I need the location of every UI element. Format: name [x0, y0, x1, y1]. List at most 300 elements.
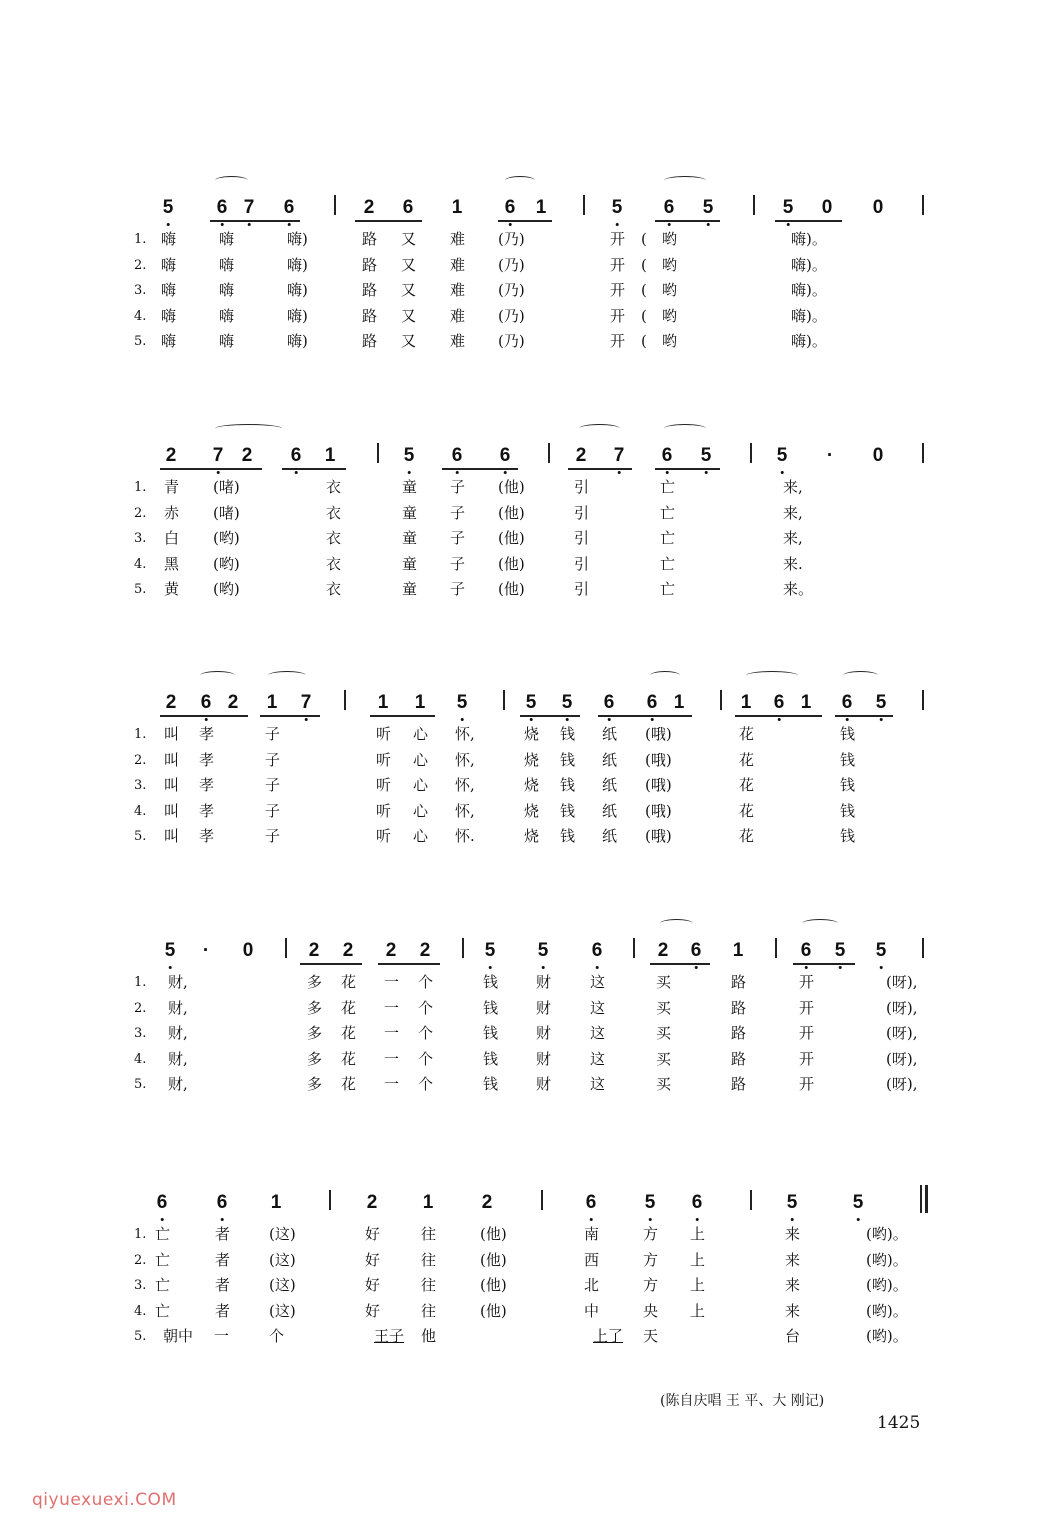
lyric-syllable: 开: [799, 1024, 815, 1042]
slur: [664, 176, 706, 185]
octave-dot: [617, 471, 620, 474]
lyric-syllable: (他): [498, 529, 525, 547]
lyric-syllable: 花: [739, 776, 755, 794]
lyric-syllable: 开: [799, 1049, 815, 1068]
lyric-syllable: 烧: [524, 827, 540, 845]
lyric-syllable: 好: [365, 1301, 381, 1320]
lyric-syllable: 嗨): [287, 281, 308, 299]
octave-dot: [706, 223, 709, 226]
lyric-syllable: (乃): [498, 306, 525, 325]
lyric-syllable: (: [641, 255, 647, 274]
lyric-syllable: 童: [402, 478, 418, 496]
note: 6: [217, 1193, 228, 1212]
lyric-syllable: 又: [401, 306, 417, 325]
note: 7: [244, 198, 255, 217]
lyric-syllable: 纸: [602, 776, 618, 794]
lyric-syllable: 亡: [155, 1250, 171, 1269]
lyric-syllable: 个: [418, 1024, 434, 1042]
lyric-syllable: 孝: [199, 776, 215, 794]
lyric-syllable: 财: [536, 1024, 552, 1042]
barline: [750, 443, 752, 463]
octave-dot: [845, 718, 848, 721]
lyric-syllable: 衣: [326, 503, 342, 522]
lyric-syllable: 上: [690, 1301, 706, 1320]
lyric-syllable: 嗨: [161, 281, 177, 299]
lyric-syllable: 方: [643, 1250, 659, 1269]
lyric-syllable: (呀),: [886, 1049, 918, 1068]
lyric-syllable: 个: [418, 1075, 434, 1093]
lyric-syllable: 多: [307, 1075, 323, 1093]
lyric-syllable: 他: [421, 1327, 437, 1345]
lyric-syllable: 亡: [660, 503, 676, 522]
lyric-syllable: 往: [421, 1225, 437, 1243]
verse-number: 1.: [134, 1227, 147, 1242]
beat-underline: [210, 220, 300, 222]
lyric-syllable: 财,: [168, 973, 188, 991]
beat-underline: [655, 468, 720, 470]
barline: [750, 1190, 752, 1210]
verse-number: 4.: [134, 1303, 147, 1319]
lyric-syllable: (哟)。: [866, 1276, 908, 1294]
note: 5: [163, 198, 174, 217]
slur: [650, 671, 680, 680]
lyric-syllable: 路: [362, 255, 378, 274]
beat-underline: [793, 963, 855, 965]
lyric-syllable: 怀,: [455, 801, 475, 820]
lyric-syllable: 来,: [783, 503, 803, 522]
beat-underline: [650, 963, 710, 965]
lyric-syllable: (乃): [498, 255, 525, 274]
note: 6: [592, 941, 603, 960]
verse-number: 3.: [134, 778, 147, 793]
octave-dot: [607, 718, 610, 721]
octave-dot: [595, 966, 598, 969]
note: 1: [732, 940, 744, 961]
lyric-syllable: 开: [610, 255, 626, 274]
octave-dot: [780, 471, 783, 474]
lyric-syllable: 好: [365, 1225, 381, 1243]
lyric-syllable: 叫: [164, 827, 180, 845]
lyric-syllable: 嗨: [219, 230, 235, 248]
lyric-syllable: 南: [584, 1225, 600, 1243]
lyric-syllable: (哟)。: [866, 1301, 908, 1320]
lyric-syllable: 子: [265, 750, 281, 769]
barline: [344, 690, 346, 710]
lyric-syllable: 财: [536, 1075, 552, 1093]
lyric-syllable: 钱: [483, 1049, 499, 1068]
note: 2: [241, 445, 253, 466]
verse-number: 5.: [134, 1077, 147, 1092]
barline: [285, 938, 287, 958]
lyric-syllable: 心: [413, 776, 429, 794]
beat-underline: [355, 220, 422, 222]
note: 0: [872, 445, 884, 466]
lyric-syllable: 子: [450, 580, 466, 598]
lyric-syllable: 钱: [840, 776, 856, 794]
octave-dot: [503, 471, 506, 474]
lyric-syllable: 亡: [155, 1301, 171, 1320]
lyric-syllable: 叫: [164, 776, 180, 794]
lyric-syllable: 听: [376, 725, 392, 743]
lyric-syllable: 孝: [199, 801, 215, 820]
note: 1: [740, 692, 752, 713]
lyric-syllable: 子: [265, 776, 281, 794]
lyric-syllable: 者: [215, 1301, 231, 1320]
lyric-syllable: 难: [450, 230, 466, 248]
lyric-syllable: 个: [418, 1049, 434, 1068]
note: 5: [457, 693, 468, 712]
octave-dot: [615, 223, 618, 226]
lyric-syllable: 哟: [662, 281, 678, 299]
lyric-syllable: (哟)。: [866, 1327, 908, 1345]
lyric-syllable: 花: [739, 827, 755, 845]
lyric-syllable: (: [641, 306, 647, 325]
lyric-syllable: 来.: [783, 554, 803, 573]
octave-dot: [166, 223, 169, 226]
verse-number: 5.: [134, 829, 147, 844]
lyric-syllable: (哟): [213, 554, 240, 573]
lyric-syllable: 买: [656, 1075, 672, 1093]
lyric-syllable: 嗨): [287, 306, 308, 325]
lyric-syllable: 个: [418, 973, 434, 991]
note: 1: [451, 197, 463, 218]
lyric-syllable: 子: [265, 725, 281, 743]
lyric-syllable: (他): [498, 478, 525, 496]
lyric-syllable: 来。: [783, 580, 814, 598]
beat-underline: [370, 715, 435, 717]
barline: [583, 195, 585, 215]
slur: [268, 671, 306, 680]
lyric-syllable: 听: [376, 801, 392, 820]
barline: [462, 938, 464, 958]
note: 6: [692, 1193, 703, 1212]
lyric-syllable: 嗨: [219, 306, 235, 325]
octave-dot: [220, 1218, 223, 1221]
note: 5: [853, 1193, 864, 1212]
lyric-syllable: 童: [402, 580, 418, 598]
barline: [753, 195, 755, 215]
lyric-syllable: 亡: [660, 529, 676, 547]
lyric-syllable: (哟): [213, 529, 240, 547]
lyric-syllable: 路: [731, 998, 747, 1017]
lyric-syllable: (: [641, 332, 647, 350]
verse-number: 3.: [134, 1026, 147, 1041]
octave-dot: [407, 471, 410, 474]
lyric-syllable: 钱: [560, 776, 576, 794]
lyric-syllable: 这: [590, 998, 606, 1017]
lyric-syllable: 路: [362, 281, 378, 299]
lyric-syllable: 怀,: [455, 776, 475, 794]
lyric-syllable: 一: [384, 973, 400, 991]
octave-dot: [879, 718, 882, 721]
beat-underline: [300, 963, 362, 965]
octave-dot: [777, 718, 780, 721]
lyric-syllable: 子: [450, 503, 466, 522]
lyric-syllable: (呀),: [886, 973, 918, 991]
note: 1: [377, 692, 389, 713]
lyric-syllable: (乃): [498, 332, 525, 350]
lyric-syllable: 这: [590, 1049, 606, 1068]
barline: [633, 938, 635, 958]
note: 2: [165, 692, 177, 713]
octave-dot: [529, 718, 532, 721]
lyric-syllable: 上: [690, 1250, 706, 1269]
note: 6: [201, 693, 212, 712]
lyric-syllable: 一: [384, 1024, 400, 1042]
beat-underline: [655, 220, 720, 222]
lyric-syllable: (哦): [645, 725, 672, 743]
lyric-syllable: 一: [384, 1049, 400, 1068]
lyric-syllable: 怀,: [455, 750, 475, 769]
slur: [746, 671, 798, 680]
lyric-syllable: 叫: [164, 750, 180, 769]
note: 5: [485, 941, 496, 960]
barline: [922, 938, 924, 958]
lyric-syllable: (哟): [213, 580, 240, 598]
lyric-syllable: 钱: [560, 750, 576, 769]
lyric-syllable: (乃): [498, 281, 525, 299]
beat-underline: [282, 468, 346, 470]
lyric-syllable: 央: [643, 1301, 659, 1320]
lyric-syllable: 赤: [164, 503, 180, 522]
verse-number: 4.: [134, 1051, 147, 1067]
lyric-syllable: 钱: [840, 725, 856, 743]
lyric-syllable: 孝: [199, 827, 215, 845]
lyric-syllable: 哟: [662, 255, 678, 274]
beat-underline: [775, 220, 842, 222]
lyric-syllable: 买: [656, 1049, 672, 1068]
octave-dot: [160, 1218, 163, 1221]
lyric-syllable: 嗨: [219, 255, 235, 274]
octave-dot: [667, 223, 670, 226]
lyric-syllable: 难: [450, 255, 466, 274]
lyric-syllable: 叫: [164, 725, 180, 743]
barline: [329, 1190, 331, 1210]
beat-underline: [160, 715, 248, 717]
note: 6: [291, 446, 302, 465]
lyric-syllable: 纸: [602, 725, 618, 743]
note: 7: [301, 693, 312, 712]
lyric-syllable: 者: [215, 1225, 231, 1243]
octave-dot: [565, 718, 568, 721]
lyric-syllable: 子: [450, 529, 466, 547]
lyric-syllable: 往: [421, 1250, 437, 1269]
verse-number: 5.: [134, 1329, 147, 1344]
barline: [377, 443, 379, 463]
lyric-syllable: 花: [739, 801, 755, 820]
transcription-credit: (陈自庆唱 王 平、大 刚记): [660, 1393, 825, 1409]
slur: [802, 919, 838, 928]
note: 5: [526, 693, 537, 712]
lyric-syllable: 这: [590, 1075, 606, 1093]
octave-dot: [541, 966, 544, 969]
octave-dot: [879, 966, 882, 969]
lyric-syllable: (啫): [213, 478, 240, 496]
lyric-syllable: (哦): [645, 776, 672, 794]
note: 6: [604, 693, 615, 712]
lyric-syllable: 一: [384, 1075, 400, 1093]
lyric-syllable: 嗨): [287, 332, 308, 350]
slur: [215, 424, 282, 433]
lyric-syllable: (呀),: [886, 1024, 918, 1042]
lyric-syllable: 开: [799, 973, 815, 991]
lyric-syllable: (这): [269, 1250, 296, 1269]
lyric-syllable: 童: [402, 554, 418, 573]
site-watermark: qiyuexuexi.COM: [32, 1490, 177, 1510]
lyric-syllable: 上: [690, 1225, 706, 1243]
note: 2: [657, 940, 669, 961]
octave-dot: [204, 718, 207, 721]
lyric-syllable: 嗨)。: [791, 230, 827, 248]
note: 1: [422, 1192, 434, 1213]
note: 6: [157, 1193, 168, 1212]
note: 2: [385, 940, 397, 961]
note: 6: [647, 693, 658, 712]
note: 5: [835, 941, 846, 960]
note: 6: [691, 941, 702, 960]
lyric-syllable: 北: [584, 1276, 600, 1294]
note: 5: [562, 693, 573, 712]
lyric-syllable: 嗨: [161, 255, 177, 274]
lyric-syllable: 花: [739, 750, 755, 769]
lyric-syllable: 哟: [662, 306, 678, 325]
octave-dot: [455, 471, 458, 474]
verse-number: 4.: [134, 308, 147, 324]
verse-number: 4.: [134, 803, 147, 819]
lyric-syllable: 钱: [483, 973, 499, 991]
beat-underline: [378, 963, 440, 965]
beat-underline: [498, 220, 552, 222]
barline: [334, 195, 336, 215]
slur: [664, 424, 706, 433]
lyric-syllable: 烧: [524, 801, 540, 820]
lyric-syllable: 来: [785, 1250, 801, 1269]
note: 2: [227, 692, 239, 713]
note: 2: [419, 940, 431, 961]
octave-dot: [704, 471, 707, 474]
note: 5: [777, 446, 788, 465]
note: 2: [363, 197, 375, 218]
verse-number: 5.: [134, 334, 147, 349]
note: 1: [535, 197, 547, 218]
octave-dot: [786, 223, 789, 226]
lyric-syllable: 买: [656, 973, 672, 991]
lyric-syllable: 听: [376, 827, 392, 845]
lyric-syllable: 钱: [560, 827, 576, 845]
lyric-syllable: 引: [574, 529, 590, 547]
verse-number: 2.: [134, 1000, 147, 1016]
lyric-syllable: 纸: [602, 750, 618, 769]
lyric-syllable: 听: [376, 750, 392, 769]
note: 6: [452, 446, 463, 465]
verse-number: 1.: [134, 727, 147, 742]
lyric-syllable: 心: [413, 725, 429, 743]
lyric-syllable: 嗨)。: [791, 281, 827, 299]
lyric-syllable: 童: [402, 529, 418, 547]
note: 5: [612, 198, 623, 217]
lyric-syllable: 嗨: [161, 332, 177, 350]
note: 7: [213, 446, 224, 465]
note: 6: [586, 1193, 597, 1212]
lyric-syllable: 难: [450, 306, 466, 325]
lyric-syllable: 花: [341, 998, 357, 1017]
lyric-syllable: 来: [785, 1276, 801, 1294]
lyric-syllable: (乃): [498, 230, 525, 248]
lyric-syllable: 听: [376, 776, 392, 794]
lyric-syllable: 哟: [662, 332, 678, 350]
lyric-syllable: 白: [164, 529, 180, 547]
verse-number: 2.: [134, 505, 147, 521]
beat-underline: [735, 715, 822, 717]
note: 2: [308, 940, 320, 961]
lyric-syllable: 衣: [326, 554, 342, 573]
barline: [541, 1190, 543, 1210]
lyric-syllable: (哟)。: [866, 1250, 908, 1269]
lyric-syllable: 嗨: [219, 281, 235, 299]
lyric-syllable: 一: [384, 998, 400, 1017]
lyric-syllable: 开: [799, 998, 815, 1017]
verse-number: 2.: [134, 257, 147, 273]
lyric-syllable: 多: [307, 973, 323, 991]
lyric-syllable: 台: [785, 1327, 801, 1345]
lyric-syllable: 这: [590, 973, 606, 991]
slur: [505, 176, 535, 185]
lyric-syllable: 上了: [593, 1327, 624, 1345]
lyric-syllable: 路: [731, 1075, 747, 1093]
lyric-syllable: (哟)。: [866, 1225, 908, 1243]
beat-underline: [520, 715, 580, 717]
octave-dot: [304, 718, 307, 721]
note: 5: [876, 941, 887, 960]
lyric-syllable: 往: [421, 1276, 437, 1294]
beat-underline: [598, 715, 692, 717]
octave-dot: [216, 471, 219, 474]
lyric-syllable: 嗨)。: [791, 332, 827, 350]
lyric-syllable: 来,: [783, 529, 803, 547]
note: 7: [614, 446, 625, 465]
barline: [720, 690, 722, 710]
lyric-syllable: 亡: [155, 1276, 171, 1294]
beat-underline: [568, 468, 632, 470]
lyric-syllable: 怀,: [455, 725, 475, 743]
note: 6: [842, 693, 853, 712]
lyric-syllable: 纸: [602, 801, 618, 820]
lyric-syllable: 来: [785, 1301, 801, 1320]
lyric-syllable: 钱: [483, 998, 499, 1017]
lyric-syllable: 又: [401, 230, 417, 248]
lyric-syllable: 又: [401, 255, 417, 274]
lyric-syllable: (啫): [213, 503, 240, 522]
note: 1: [673, 692, 685, 713]
octave-dot: [294, 471, 297, 474]
lyric-syllable: 好: [365, 1250, 381, 1269]
note: 2: [366, 1192, 378, 1213]
lyric-syllable: 财,: [168, 1024, 188, 1042]
slur: [660, 919, 693, 928]
note: 2: [342, 940, 354, 961]
note: 5: [538, 941, 549, 960]
lyric-syllable: (: [641, 230, 647, 248]
lyric-syllable: 多: [307, 1049, 323, 1068]
lyric-syllable: 钱: [560, 801, 576, 820]
final-barline: [925, 1185, 928, 1213]
lyric-syllable: 这: [590, 1024, 606, 1042]
lyric-syllable: 财: [536, 1049, 552, 1068]
octave-dot: [648, 1218, 651, 1221]
lyric-syllable: 花: [739, 725, 755, 743]
note: 5: [783, 198, 794, 217]
verse-number: 1.: [134, 975, 147, 990]
